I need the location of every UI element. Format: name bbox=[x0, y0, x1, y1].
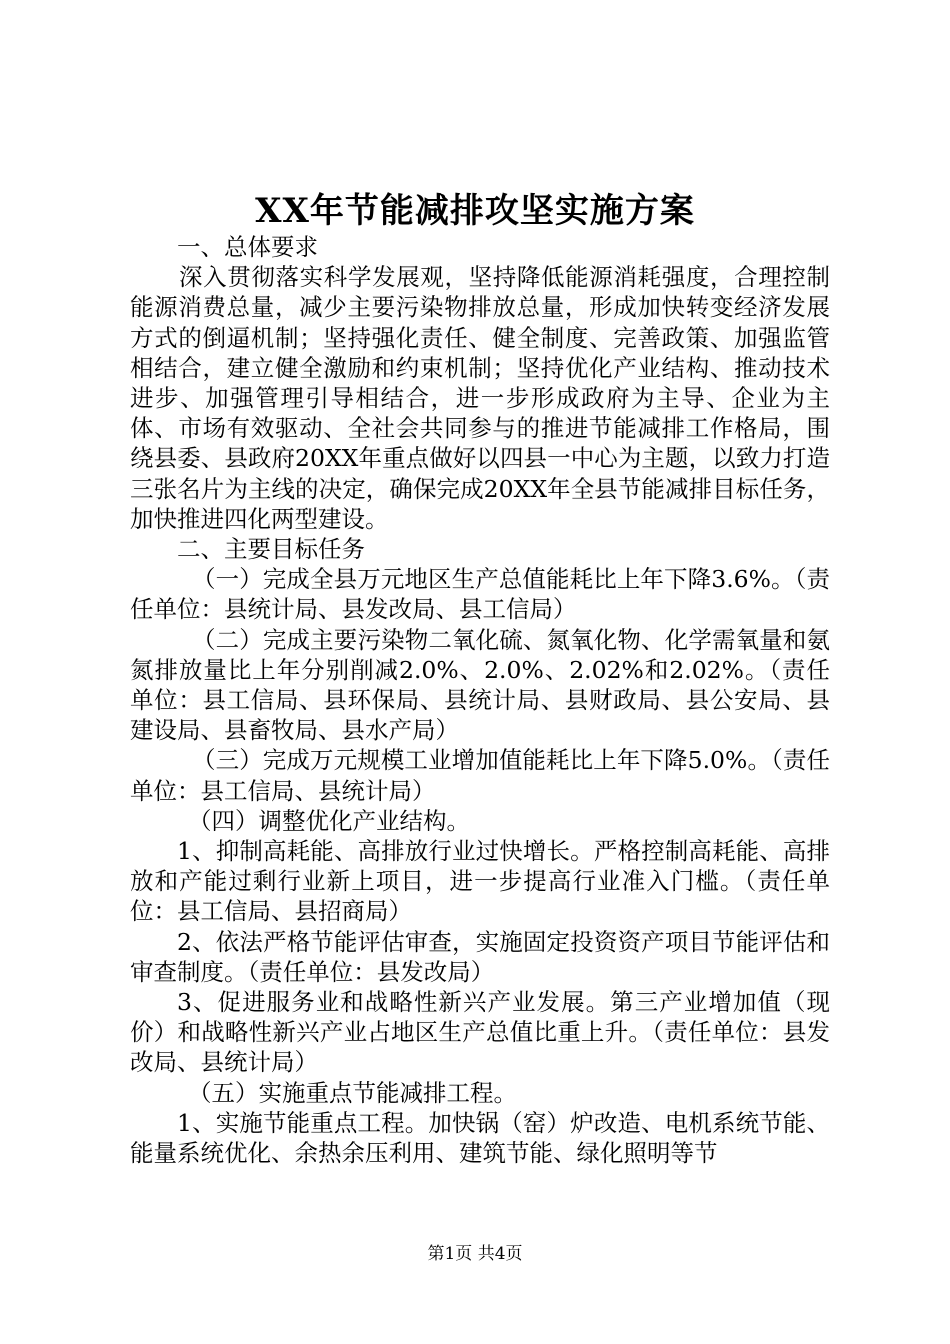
target-item-4: （四）调整优化产业结构。 bbox=[188, 806, 470, 835]
subitem-5-1: 1、实施节能重点工程。加快锅（窑）炉改造、电机系统节能、能量系统优化、余热余压利用、建筑节能、绿化照明等节 bbox=[130, 1108, 830, 1168]
section-heading-targets: 二、主要目标任务 bbox=[177, 535, 365, 564]
section-heading-general: 一、总体要求 bbox=[177, 233, 318, 261]
document-body bbox=[130, 232, 830, 1168]
paragraph-general-requirements: 深入贯彻落实科学发展观，坚持降低能源消耗强度，合理控制能源消费总量，减少主要污染物排放总量，形成加快转变经济发展方式的倒逼机制；坚持强化责任、健全制度、完善政策、加强监管相结合，建立健全激励和约束机制；坚持优化产业结构、推动技术进步、加强管理引导相结合，进一步形成政府为主导、企业为主体、市场有效驱动、全社会共同参与的推进节能减排工作格局，围绕县委、县政府20XX年重点做好以四县一中心为主题，以致力打造三张名片为主线的决定，确保完成20XX年全县节能减排目标任务，加快推进四化两型建设。 bbox=[130, 263, 830, 533]
subitem-4-2: 2、依法严格节能评估审查，实施固定投资资产项目节能评估和审查制度。（责任单位：县发改局） bbox=[130, 927, 830, 986]
target-item-1: （一）完成全县万元地区生产总值能耗比上年下降3.6%。（责任单位：县统计局、县发改局、县工信局） bbox=[130, 565, 830, 624]
document-title: XX年节能减排攻坚实施方案 bbox=[255, 191, 695, 231]
target-item-3: （三）完成万元规模工业增加值能耗比上年下降5.0%。（责任单位：县工信局、县统计局） bbox=[130, 746, 830, 805]
target-item-5: （五）实施重点节能减排工程。 bbox=[188, 1078, 517, 1107]
target-item-2: （二）完成主要污染物二氧化硫、氮氧化物、化学需氧量和氨氮排放量比上年分别削减2.0%、2.0%、2.02%和2.02%。（责任单位：县工信局、县环保局、县统计局、县财政局、县公安局、县建设局、县畜牧局、县水产局） bbox=[130, 625, 830, 745]
page-number-footer: 第1页 共4页 bbox=[427, 1244, 523, 1264]
subitem-4-1: 1、抑制高耗能、高排放行业过快增长。严格控制高耗能、高排放和产能过剩行业新上项目，进一步提高行业准入门槛。（责任单位：县工信局、县招商局） bbox=[130, 837, 830, 926]
subitem-4-3: 3、促进服务业和战略性新兴产业发展。第三产业增加值（现价）和战略性新兴产业占地区生产总值比重上升。（责任单位：县发改局、县统计局） bbox=[130, 988, 830, 1077]
